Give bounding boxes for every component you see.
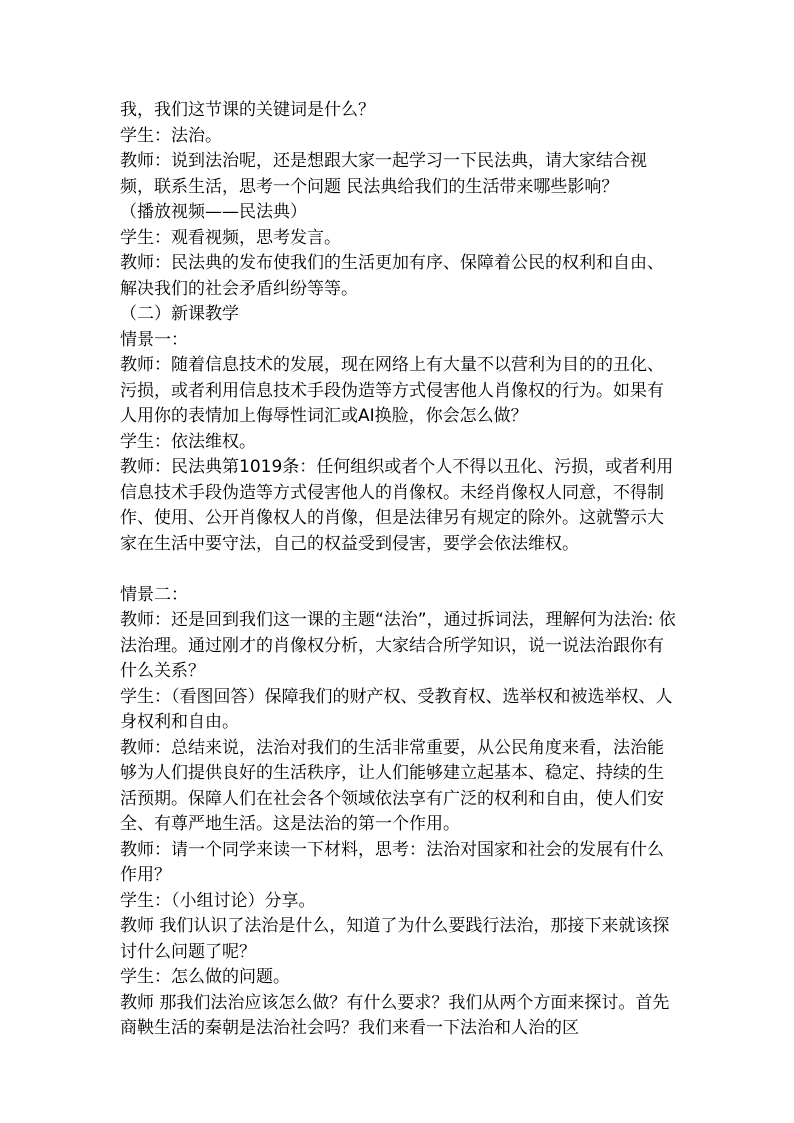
paragraph: 教师：说到法治呢，还是想跟大家一起学习一下民法典，请大家结合视频，联系生活，思考一个问题 民法典给我们的生活带来哪些影响？ <box>120 151 647 197</box>
document-body <box>120 98 680 1042</box>
paragraph: 学生：法治。 <box>120 125 222 146</box>
paragraph: 学生：（看图回答）保障我们的财产权、受教育权、选举权和被选举权、人身权利和自由。 <box>120 686 673 732</box>
paragraph: （播放视频——民法典） <box>120 202 307 222</box>
paragraph: 我，我们这节课的关键词是什么？ <box>120 100 375 120</box>
section-heading: （二）新课教学 <box>120 304 239 324</box>
paragraph: 学生：（小组讨论）分享。 <box>120 890 316 911</box>
scenario-heading: 情景二： <box>120 584 188 605</box>
paragraph: 教师：请一个同学来读一下材料，思考：法治对国家和社会的发展有什么作用？ <box>120 839 664 885</box>
paragraph: 教师：总结来说，法治对我们的生活非常重要，从公民角度来看，法治能够为人们提供良好的生活秩序，让人们能够建立起基本、稳定、持续的生活预期。保障人们在社会各个领域依法享有广泛的权利和自由，使人们安全、有尊严地生活。这是法治的第一个作用。 <box>120 737 664 834</box>
paragraph: 教师：民法典第1019条：任何组织或者个人不得以丑化、污损，或者利用信息技术手段伪造等方式侵害他人的肖像权。未经肖像权人同意，不得制作、使用、公开肖像权人的肖像，但是法律另有规定的除外。这就警示大家在生活中要守法，自己的权益受到侵害，要学会依法维权。 <box>120 457 674 554</box>
paragraph: 教师：还是回到我们这一课的主题“法治”，通过拆词法，理解何为法治: 依法治理。通过刚才的肖像权分析，大家结合所学知识，说一说法治跟你有什么关系？ <box>120 610 676 681</box>
paragraph: 教师：随着信息技术的发展，现在网络上有大量不以营利为目的的丑化、污损，或者利用信息技术手段伪造等方式侵害他人肖像权的行为。如果有人用你的表情加上侮辱性词汇或AI换脸，你会怎么做？ <box>120 355 664 426</box>
paragraph: 学生：怎么做的问题。 <box>120 967 290 987</box>
scenario-heading: 情景一： <box>120 329 188 350</box>
blank-line <box>120 557 680 583</box>
paragraph: 教师 我们认识了法治是什么，知道了为什么要践行法治，那接下来就该探讨什么问题了呢？ <box>120 916 670 962</box>
paragraph: 学生：观看视频，思考发言。 <box>120 227 341 248</box>
paragraph: 教师：民法典的发布使我们的生活更加有序、保障着公民的权利和自由、解决我们的社会矛盾纠纷等等。 <box>120 253 664 299</box>
paragraph: 学生：依法维权。 <box>120 431 256 452</box>
paragraph: 教师 那我们法治应该怎么做？有什么要求？我们从两个方面来探讨。首先商鞅生活的秦朝是法治社会吗？我们来看一下法治和人治的区 <box>120 992 670 1038</box>
